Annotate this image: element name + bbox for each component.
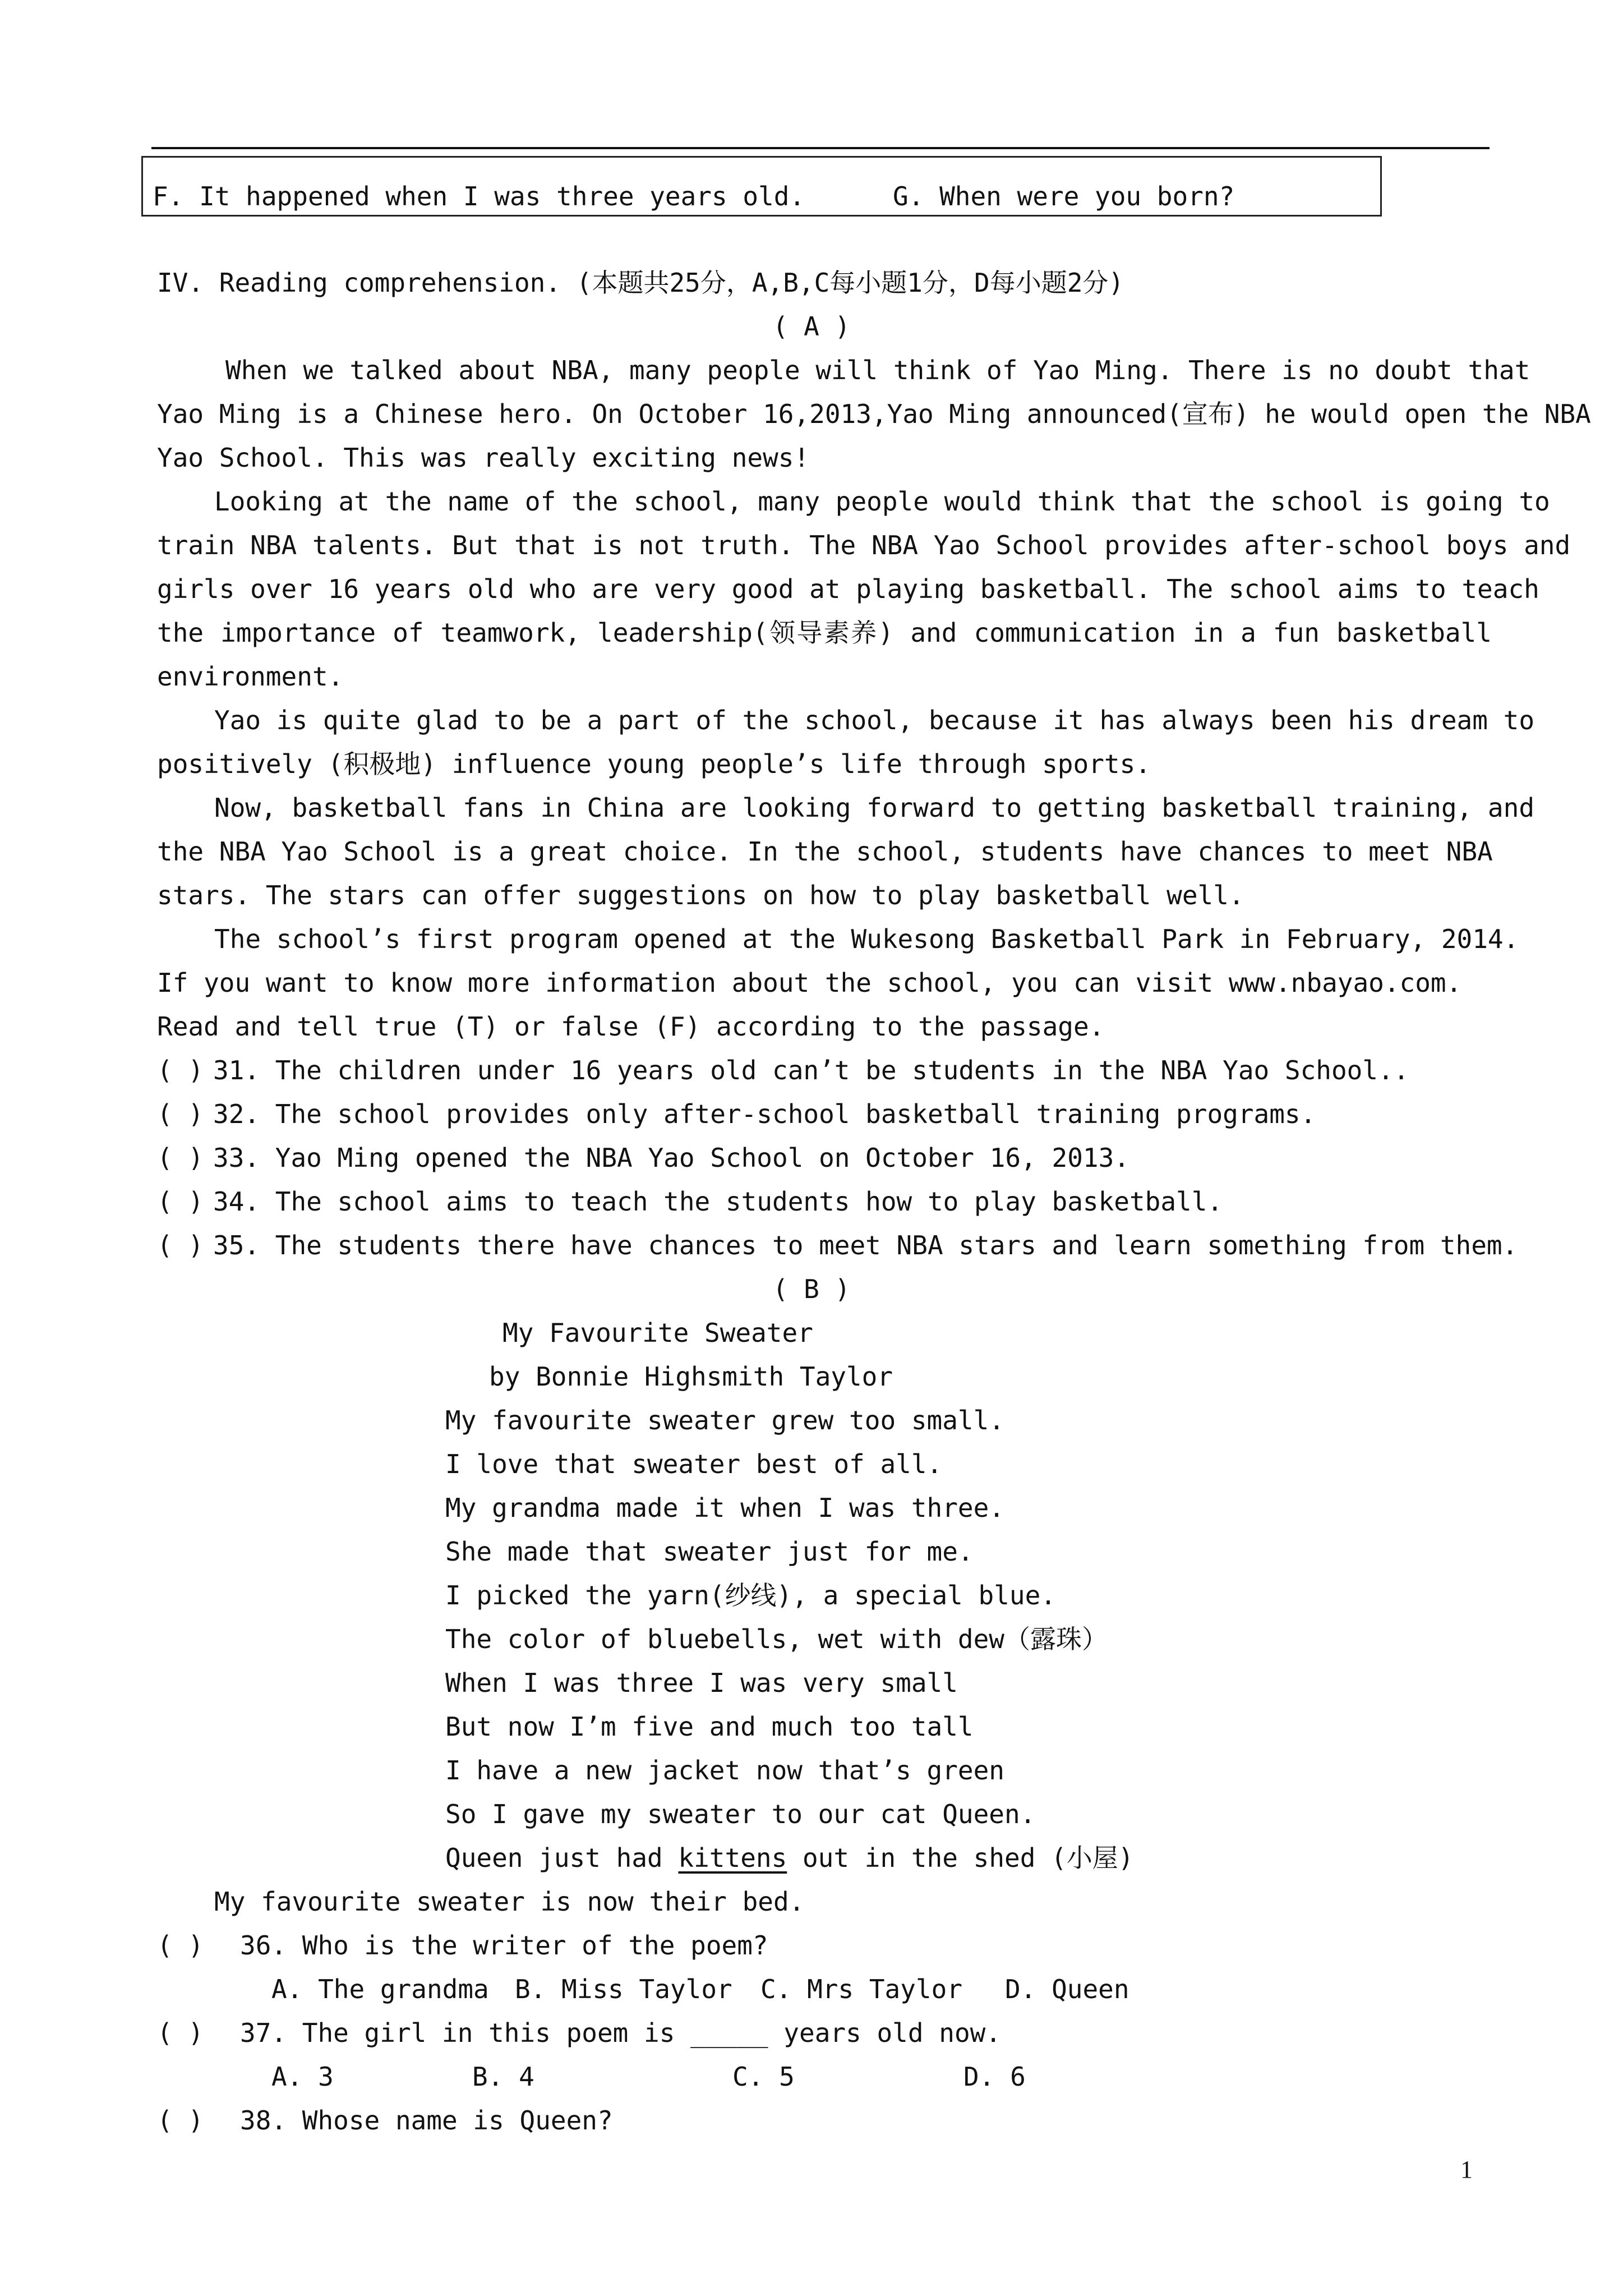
answer-blank[interactable]: ( ) bbox=[157, 1143, 204, 1173]
option-b: B. Miss Taylor bbox=[515, 1974, 732, 2004]
passage-b-label: ( B ) bbox=[772, 1274, 851, 1304]
poem-line: I love that sweater best of all. bbox=[445, 1449, 943, 1479]
passage-a-line: environment. bbox=[157, 661, 344, 692]
poem-line: My favourite sweater grew too small. bbox=[445, 1405, 1004, 1435]
header-rule bbox=[151, 147, 1490, 149]
option-d: D. 6 bbox=[963, 2062, 1026, 2092]
poem-line: She made that sweater just for me. bbox=[445, 1536, 974, 1567]
passage-a-line: Looking at the name of the school, many people would think that the school is going to bbox=[214, 486, 1550, 517]
poem-closing-line: My favourite sweater is now their bed. bbox=[214, 1887, 805, 1917]
instruction-text: Read and tell true (T) or false (F) according to the passage. bbox=[157, 1011, 1105, 1042]
poem-line: The color of bluebells, wet with dew（露珠） bbox=[445, 1624, 1108, 1654]
passage-a-line: Now, basketball fans in China are looking forward to getting basketball training, and bbox=[214, 793, 1535, 823]
option-c: C. Mrs Taylor bbox=[760, 1974, 963, 2004]
poem-title: My Favourite Sweater bbox=[502, 1318, 813, 1348]
answer-blank[interactable]: ( ) bbox=[157, 2105, 204, 2136]
answer-blank[interactable]: ( ) bbox=[157, 1099, 204, 1129]
option-f: F. It happened when I was three years old. bbox=[153, 181, 805, 211]
passage-a-line: If you want to know more information about the school, you can visit www.nbayao.com. bbox=[157, 968, 1462, 998]
poem-line: But now I’m five and much too tall bbox=[445, 1711, 974, 1742]
answer-blank[interactable]: ( ) bbox=[157, 1230, 204, 1260]
question-32: 32. The school provides only after-school basketball training programs. bbox=[213, 1099, 1316, 1129]
poem-text: Queen just had bbox=[445, 1843, 679, 1873]
passage-a-line: Yao is quite glad to be a part of the school, because it has always been his dream to bbox=[214, 705, 1535, 735]
option-g: G. When were you born? bbox=[893, 181, 1235, 211]
passage-a-label: ( A ) bbox=[772, 311, 851, 342]
question-33: 33. Yao Ming opened the NBA Yao School on October 16, 2013. bbox=[213, 1143, 1129, 1173]
question-36: 36. Who is the writer of the poem? bbox=[240, 1930, 768, 1961]
underlined-word: kittens bbox=[678, 1843, 787, 1873]
question-38: 38. Whose name is Queen? bbox=[240, 2105, 613, 2136]
poem-line: I have a new jacket now that’s green bbox=[445, 1755, 1004, 1786]
option-d: D. Queen bbox=[1005, 1974, 1129, 2004]
section-heading: IV. Reading comprehension. (本题共25分，A,B,C每小题1分，D每小题2分) bbox=[157, 268, 1124, 298]
poem-text: out in the shed (小屋) bbox=[787, 1843, 1134, 1873]
question-31: 31. The children under 16 years old can’t be students in the NBA Yao School.. bbox=[213, 1055, 1409, 1085]
answer-blank[interactable]: ( ) bbox=[157, 1055, 204, 1085]
poem-line: I picked the yarn(纱线), a special blue. bbox=[445, 1580, 1056, 1611]
passage-a-line: positively (积极地) influence young people’s life through sports. bbox=[157, 749, 1151, 779]
passage-a-line: Yao School. This was really exciting news! bbox=[157, 443, 810, 473]
answer-blank[interactable]: ( ) bbox=[157, 2018, 204, 2048]
option-a: A. 3 bbox=[271, 2062, 334, 2092]
passage-a-line: train NBA talents. But that is not truth. The NBA Yao School provides after-school boys and bbox=[157, 530, 1571, 560]
poem-author: by Bonnie Highsmith Taylor bbox=[489, 1361, 893, 1392]
poem-line: When I was three I was very small bbox=[445, 1668, 958, 1698]
option-a: A. The grandma bbox=[271, 1974, 489, 2004]
passage-a-line: Yao Ming is a Chinese hero. On October 16,2013,Yao Ming announced(宣布) he would open the NBA bbox=[157, 399, 1591, 429]
passage-a-line: When we talked about NBA, many people will think of Yao Ming. There is no doubt that bbox=[225, 355, 1530, 385]
passage-a-line: stars. The stars can offer suggestions on how to play basketball well. bbox=[157, 880, 1244, 910]
answer-blank[interactable]: ( ) bbox=[157, 1930, 204, 1961]
passage-a-line: the importance of teamwork, leadership(领导素养) and communication in a fun basketball bbox=[157, 618, 1492, 648]
question-34: 34. The school aims to teach the students how to play basketball. bbox=[213, 1186, 1223, 1217]
question-37: 37. The girl in this poem is _____ years old now. bbox=[240, 2018, 1002, 2048]
option-b: B. 4 bbox=[472, 2062, 534, 2092]
passage-a-line: girls over 16 years old who are very good at playing basketball. The school aims to teach bbox=[157, 574, 1539, 604]
poem-line: My grandma made it when I was three. bbox=[445, 1493, 1004, 1523]
poem-line-kittens bbox=[445, 1842, 1134, 1874]
option-c: C. 5 bbox=[732, 2062, 795, 2092]
passage-a-line: the NBA Yao School is a great choice. In the school, students have chances to meet NBA bbox=[157, 836, 1493, 867]
answer-blank[interactable]: ( ) bbox=[157, 1186, 204, 1217]
page-number: 1 bbox=[1460, 2156, 1473, 2183]
question-35: 35. The students there have chances to meet NBA stars and learn something from them. bbox=[213, 1230, 1518, 1260]
passage-a-line: The school’s first program opened at the Wukesong Basketball Park in February, 2014. bbox=[214, 924, 1519, 954]
poem-line: So I gave my sweater to our cat Queen. bbox=[445, 1799, 1036, 1829]
